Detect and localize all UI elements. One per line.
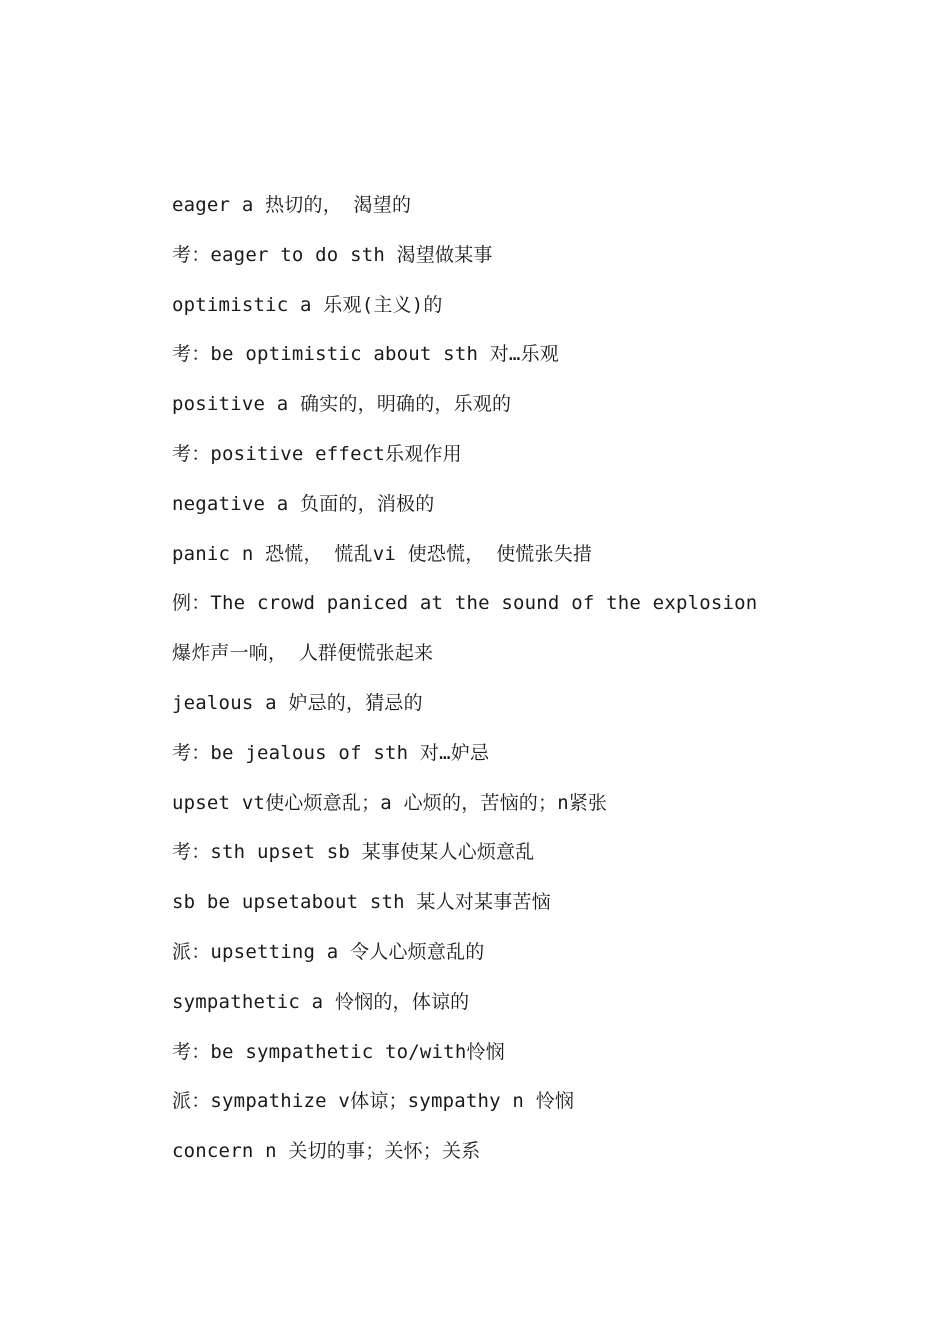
text-line: 考：be optimistic about sth 对…乐观	[172, 343, 559, 366]
text-line: panic n 恐慌， 慌乱vi 使恐慌， 使慌张失措	[172, 542, 593, 565]
text-line: eager a 热切的， 渴望的	[172, 194, 412, 216]
text-line: concern n 关切的事；关怀；关系	[172, 1140, 481, 1163]
text-line: 派：upsetting a 令人心烦意乱的	[172, 940, 485, 963]
text-line: jealous a 妒忌的，猜忌的	[172, 691, 423, 714]
vocabulary-list	[172, 188, 912, 1184]
text-line: sympathetic a 怜悯的，体谅的	[172, 990, 470, 1013]
text-line: 例：The crowd paniced at the sound of the explosion	[172, 592, 758, 615]
text-line: sb be upsetabout sth 某人对某事苦恼	[172, 891, 551, 914]
text-line: upset vt使心烦意乱；a 心烦的，苦恼的；n紧张	[172, 791, 608, 814]
text-line: positive a 确实的，明确的，乐观的	[172, 393, 512, 416]
text-line: optimistic a 乐观(主义)的	[172, 293, 443, 316]
text-line: 考：positive effect乐观作用	[172, 442, 462, 465]
text-line: 考：be jealous of sth 对…妒忌	[172, 741, 490, 764]
text-line: 考：be sympathetic to/with怜悯	[172, 1040, 505, 1063]
text-line: negative a 负面的，消极的	[172, 492, 435, 515]
text-line: 考：eager to do sth 渴望做某事	[172, 243, 493, 266]
text-line: 派：sympathize v体谅；sympathy n 怜悯	[172, 1090, 575, 1113]
text-line: 爆炸声一响， 人群便慌张起来	[172, 642, 434, 665]
text-line: 考：sth upset sb 某事使某人心烦意乱	[172, 841, 535, 864]
